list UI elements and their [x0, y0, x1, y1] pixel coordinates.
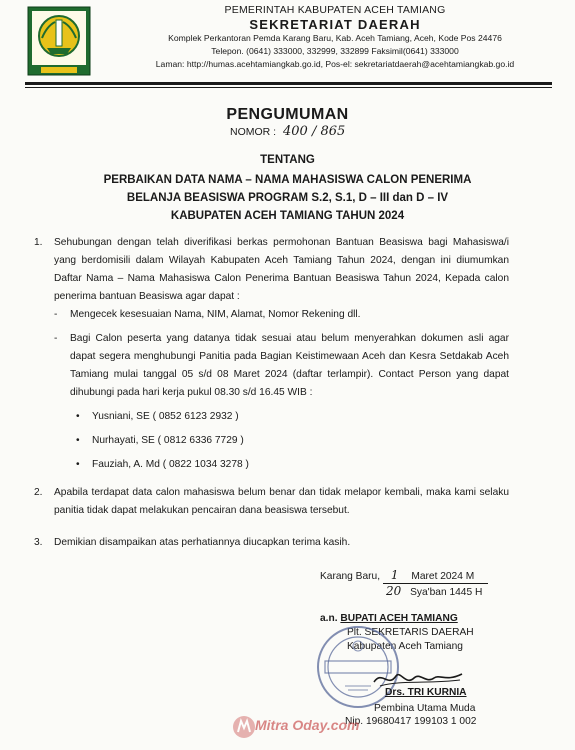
document-title: PENGUMUMAN [226, 106, 349, 123]
item-text: Sehubungan dengan telah diverifikasi berkas permohonan Bantuan Beasiswa bagi Mahasiswa/i yang berdomisili dalam Wilayah Kabupaten Aceh Tamiang Tahun 2024, dengan ini diumumkan Daftar Nama – Nama Mahasiswa Calon Penerima Bantuan Beasiswa Tahun 2024, Kepada calon penerima bantuan Beasiswa agar dapat : [54, 237, 509, 302]
signatory-name: Drs. TRI KURNIA [385, 687, 467, 698]
list-item-2 [34, 484, 509, 520]
subject-line: PERBAIKAN DATA NAMA – NAMA MAHASISWA CALON PENERIMA [103, 174, 472, 186]
subject-line: BELANJA BEASISWA PROGRAM S.2, S.1, D – III dan D – IV [126, 192, 449, 204]
announcement-body [34, 234, 509, 552]
bullet-marker: • [76, 435, 80, 446]
nomor-value: 400 / 865 [283, 124, 346, 139]
plt-title: Plt. SEKRETARIS DAERAH [347, 627, 474, 638]
hijri-date [386, 584, 482, 598]
government-name: PEMERINTAH KABUPATEN ACEH TAMIANG [224, 4, 446, 16]
item-number: 1. [34, 237, 43, 248]
contact-text: Yusniani, SE ( 0852 6123 2932 ) [92, 411, 239, 422]
hijri-month-year: Sya'ban 1445 H [410, 587, 483, 598]
document-number [230, 124, 345, 139]
letterhead [100, 4, 570, 71]
sub-item-text: Bagi Calon peserta yang datanya tidak sesuai atau belum menyerahkan dokumen asli agar dapat segera menghubungi Panitia pada Bagian Keistimewaan Aceh dan Kesra Setdakab Aceh Tamiang mulai tanggal 05 s/d 08 Maret 2024 (daftar terlampir). Contact Person yang dapat dihubungi pada hari kerja pukul 08.30 s/d 16.45 WIB : [70, 333, 509, 398]
bullet-marker: • [76, 459, 80, 470]
signatory-nip: Nip. 19680417 199103 1 002 [345, 716, 477, 727]
sub-item-check [54, 306, 509, 324]
date-day-handwritten: 1 [390, 568, 399, 582]
item-text: Demikian disampaikan atas perhatiannya diucapkan terima kasih. [54, 537, 351, 548]
dash-marker: - [54, 333, 58, 344]
item-number: 3. [34, 537, 43, 548]
contact-text: Nurhayati, SE ( 0812 6336 7729 ) [92, 435, 244, 446]
watermark-text: Mitra Oday.com [255, 717, 360, 733]
hijri-day-handwritten: 20 [386, 584, 402, 598]
office-name: SEKRETARIAT DAERAH [249, 17, 421, 32]
subject-heading: TENTANG [260, 154, 315, 166]
an-label: a.n. [320, 613, 338, 624]
nomor-label: NOMOR : [230, 126, 277, 138]
signing-place: Karang Baru, [320, 571, 381, 582]
office-address: Komplek Perkantoran Pemda Karang Baru, Kab. Aceh Tamiang, Aceh, Kode Pos 24476 [168, 33, 502, 43]
an-title: BUPATI ACEH TAMIANG [340, 613, 458, 624]
office-phone: Telepon. (0641) 333000, 332999, 332899 Faksimil(0641) 333000 [211, 46, 459, 56]
sub-item-text: Mengecek kesesuaian Nama, NIM, Alamat, Nomor Rekening dll. [70, 309, 361, 320]
contact-item [54, 432, 509, 450]
item-number: 2. [34, 487, 43, 498]
item-text: Apabila terdapat data calon mahasiswa belum benar dan tidak melapor kembali, maka kami selaku panitia tidak dapat melakukan pencairan dana beasiswa tersebut. [54, 487, 509, 516]
contact-item [54, 408, 509, 426]
contact-item [54, 456, 509, 474]
dash-marker: - [54, 309, 58, 320]
sub-item-contact [54, 330, 509, 402]
signatory-rank: Pembina Utama Muda [374, 703, 476, 714]
regency-emblem-logo [27, 6, 91, 76]
letterhead-rule-thick [25, 82, 552, 85]
date-month-year: Maret 2024 M [411, 571, 475, 582]
list-item-1 [34, 234, 509, 306]
office-web: Laman: http://humas.acehtamiangkab.go.id, Pos-el: sekretariatdaerah@acehtamiangkab.go.id [155, 59, 515, 69]
list-item-3 [34, 534, 509, 552]
bullet-marker: • [76, 411, 80, 422]
subject-line: KABUPATEN ACEH TAMIANG TAHUN 2024 [170, 210, 405, 222]
contact-text: Fauziah, A. Md ( 0822 1034 3278 ) [92, 459, 249, 470]
subject-text [40, 171, 535, 225]
signing-date [320, 568, 474, 582]
regency-name: Kabupaten Aceh Tamiang [347, 641, 463, 652]
letterhead-rule-thin [25, 87, 552, 88]
